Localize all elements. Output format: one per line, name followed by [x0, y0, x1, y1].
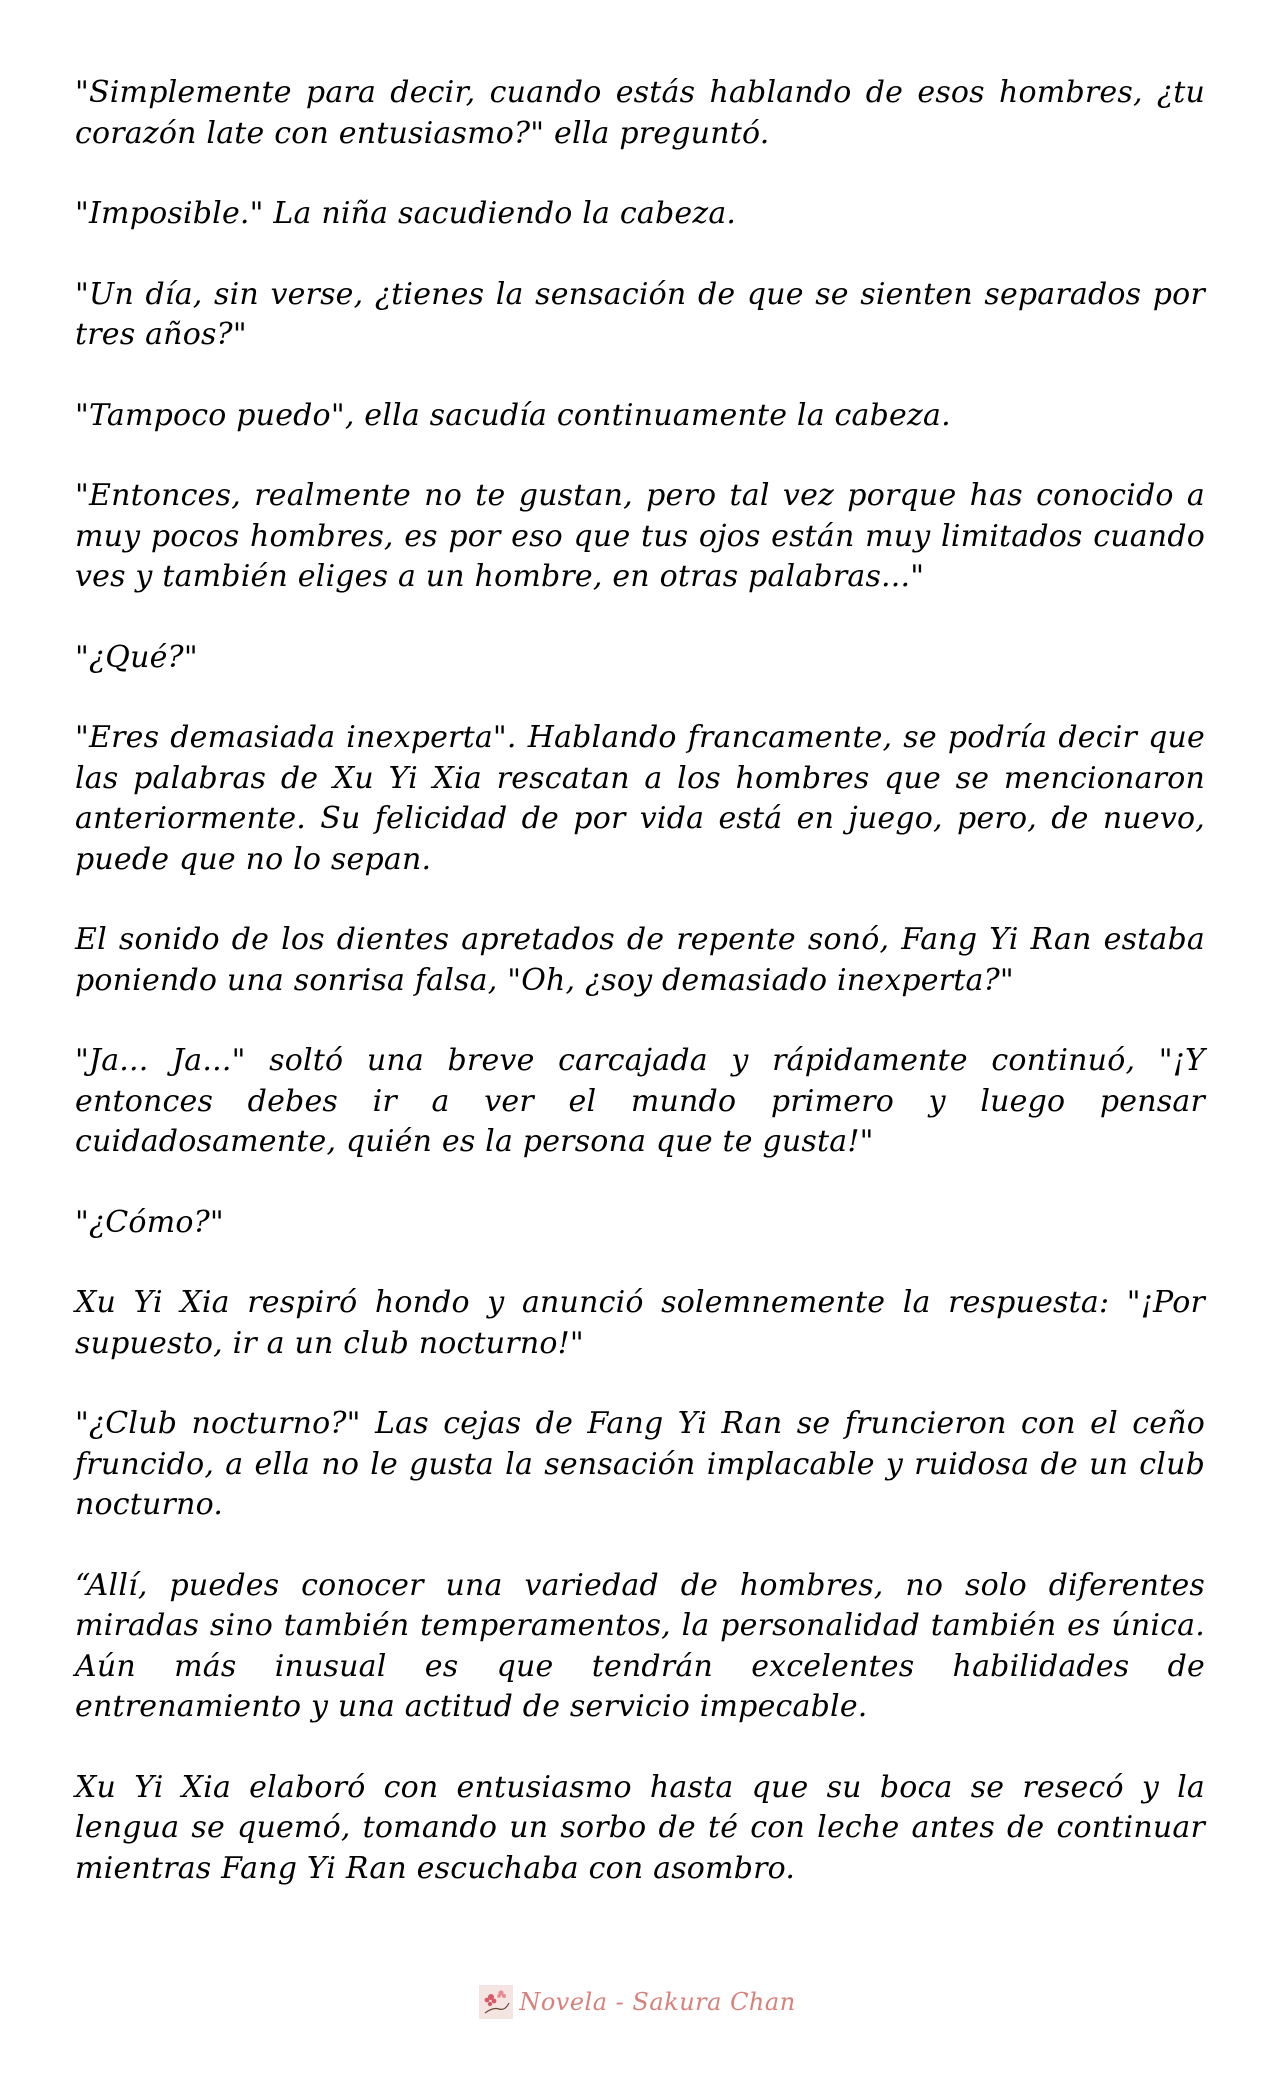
paragraph: "Un día, sin verse, ¿tienes la sensación de que se sienten separados por tres años?" — [75, 276, 1205, 352]
paragraph: "Entonces, realmente no te gustan, pero tal vez porque has conocido a muy pocos hombres, es por eso que tus ojos están muy limitados cuando ves y también eliges a un hombre, en otras palabras..." — [75, 478, 1205, 594]
document-body — [75, 73, 1205, 1929]
paragraph: Xu Yi Xia respiró hondo y anunció solemnemente la respuesta: "¡Por supuesto, ir a un club nocturno!" — [75, 1285, 1205, 1361]
paragraph: “Allí, puedes conocer una variedad de hombres, no solo diferentes miradas sino también temperamentos, la personalidad también es única. Aún más inusual es que tendrán excelentes habilidades de entrenamiento y una actitud de servicio impecable. — [75, 1567, 1205, 1724]
paragraph: "Eres demasiada inexperta". Hablando francamente, se podría decir que las palabras de Xu Yi Xia rescatan a los hombres que se mencionaron anteriormente. Su felicidad de por vida está en juego, pero, de nuevo, puede que no lo sepan. — [75, 720, 1205, 877]
paragraph: "Ja... Ja..." soltó una breve carcajada y rápidamente continuó, "¡Y entonces debes ir a ver el mundo primero y luego pensar cuidadosamente, quién es la persona que te gusta!" — [75, 1043, 1205, 1159]
footer — [0, 1985, 1275, 2019]
paragraph: El sonido de los dientes apretados de repente sonó, Fang Yi Ran estaba poniendo una sonrisa falsa, "Oh, ¿soy demasiado inexperta?" — [75, 922, 1205, 998]
sakura-flower-icon — [479, 1985, 513, 2019]
paragraph: "¿Club nocturno?" Las cejas de Fang Yi Ran se fruncieron con el ceño fruncido, a ella no le gusta la sensación implacable y ruidosa de un club nocturno. — [75, 1406, 1205, 1522]
footer-credit: Novela - Sakura Chan — [519, 1988, 796, 2016]
paragraph: "Tampoco puedo", ella sacudía continuamente la cabeza. — [75, 397, 951, 433]
paragraph: "Imposible." La niña sacudiendo la cabeza. — [75, 196, 737, 231]
paragraph: Xu Yi Xia elaboró con entusiasmo hasta que su boca se resecó y la lengua se quemó, tomando un sorbo de té con leche antes de continuar mientras Fang Yi Ran escuchaba con asombro. — [75, 1769, 1205, 1886]
paragraph: "Simplemente para decir, cuando estás hablando de esos hombres, ¿tu corazón late con entusiasmo?" ella preguntó. — [75, 75, 1205, 151]
paragraph: "¿Qué?" — [75, 639, 198, 675]
paragraph: "¿Cómo?" — [75, 1204, 224, 1240]
